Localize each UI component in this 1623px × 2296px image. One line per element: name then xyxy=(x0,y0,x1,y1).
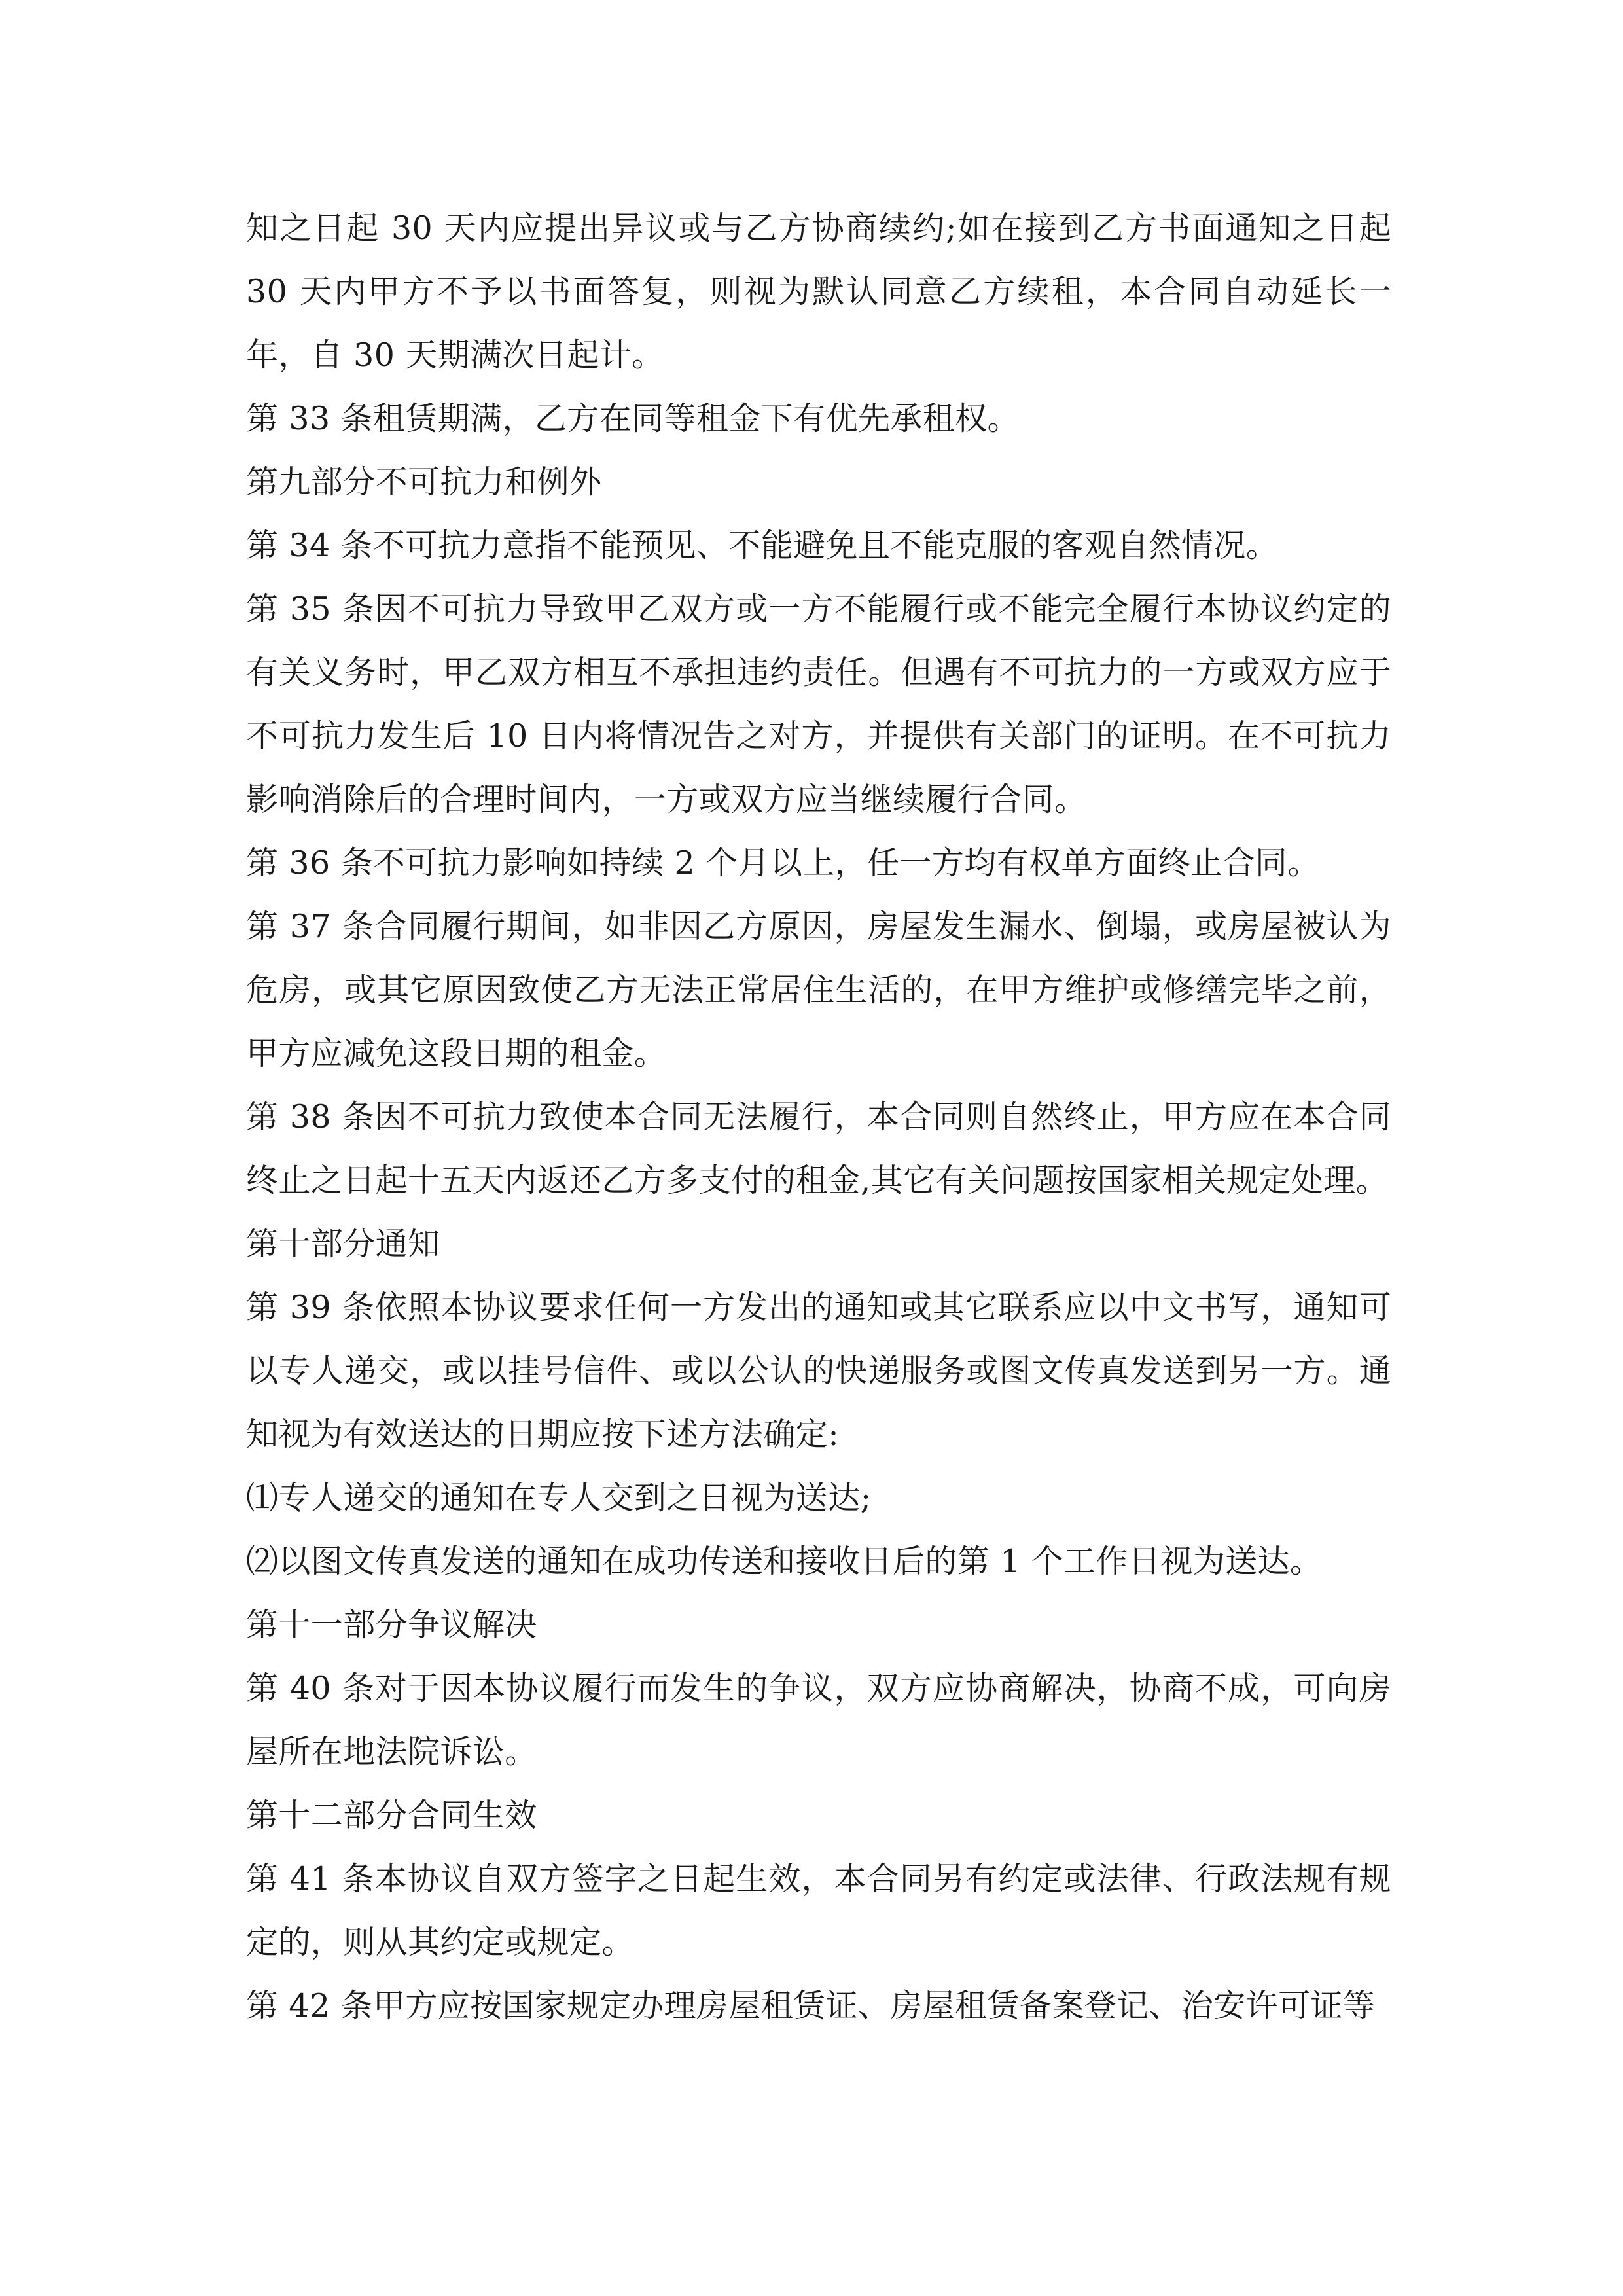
list-item-notice-2: ⑵以图文传真发送的通知在成功传送和接收日后的第 1 个工作日视为送达。 xyxy=(246,1543,1323,1580)
section-heading-part-11: 第十一部分争议解决 xyxy=(246,1606,537,1643)
paragraph-article-40: 第 40 条对于因本协议履行而发生的争议，双方应协商解决，协商不成，可向房屋所在地法院诉讼。 xyxy=(246,1670,1391,1770)
paragraph-article-38: 第 38 条因不可抗力致使本合同无法履行，本合同则自然终止，甲方应在本合同终止之日起十五天内返还乙方多支付的租金,其它有关问题按国家相关规定处理。 xyxy=(246,1098,1391,1199)
paragraph-article-41: 第 41 条本协议自双方签字之日起生效，本合同另有约定或法律、行政法规有规定的，则从其约定或规定。 xyxy=(246,1860,1391,1961)
paragraph-renewal-notice: 知之日起 30 天内应提出异议或与乙方协商续约;如在接到乙方书面通知之日起 30 天内甲方不予以书面答复，则视为默认同意乙方续租，本合同自动延长一年，自 30 天期满次日起计。 xyxy=(246,209,1391,374)
section-heading-part-12: 第十二部分合同生效 xyxy=(246,1797,537,1834)
document-body xyxy=(246,196,1391,2037)
paragraph-article-37: 第 37 条合同履行期间，如非因乙方原因，房屋发生漏水、倒塌，或房屋被认为危房，或其它原因致使乙方无法正常居住生活的，在甲方维护或修缮完毕之前，甲方应减免这段日期的租金。 xyxy=(246,908,1391,1072)
section-heading-part-9: 第九部分不可抗力和例外 xyxy=(246,463,602,501)
paragraph-article-33: 第 33 条租赁期满，乙方在同等租金下有优先承租权。 xyxy=(246,400,1020,437)
paragraph-article-35: 第 35 条因不可抗力导致甲乙双方或一方不能履行或不能完全履行本协议约定的有关义务时，甲乙双方相互不承担违约责任。但遇有不可抗力的一方或双方应于不可抗力发生后 10 日内将情况告之对方，并提供有关部门的证明。在不可抗力影响消除后的合理时间内，一方或双方应当继续履行合同。 xyxy=(246,590,1391,818)
paragraph-article-42: 第 42 条甲方应按国家规定办理房屋租赁证、房屋租赁备案登记、治安许可证等 xyxy=(246,1987,1376,2024)
paragraph-article-39: 第 39 条依照本协议要求任何一方发出的通知或其它联系应以中文书写，通知可以专人递交，或以挂号信件、或以公认的快递服务或图文传真发送到另一方。通知视为有效送达的日期应按下述方法确定: xyxy=(246,1289,1391,1453)
list-item-notice-1: ⑴专人递交的通知在专人交到之日视为送达; xyxy=(246,1479,872,1516)
section-heading-part-10: 第十部分通知 xyxy=(246,1225,440,1263)
paragraph-article-34: 第 34 条不可抗力意指不能预见、不能避免且不能克服的客观自然情况。 xyxy=(246,527,1279,564)
paragraph-article-36: 第 36 条不可抗力影响如持续 2 个月以上，任一方均有权单方面终止合同。 xyxy=(246,844,1320,882)
